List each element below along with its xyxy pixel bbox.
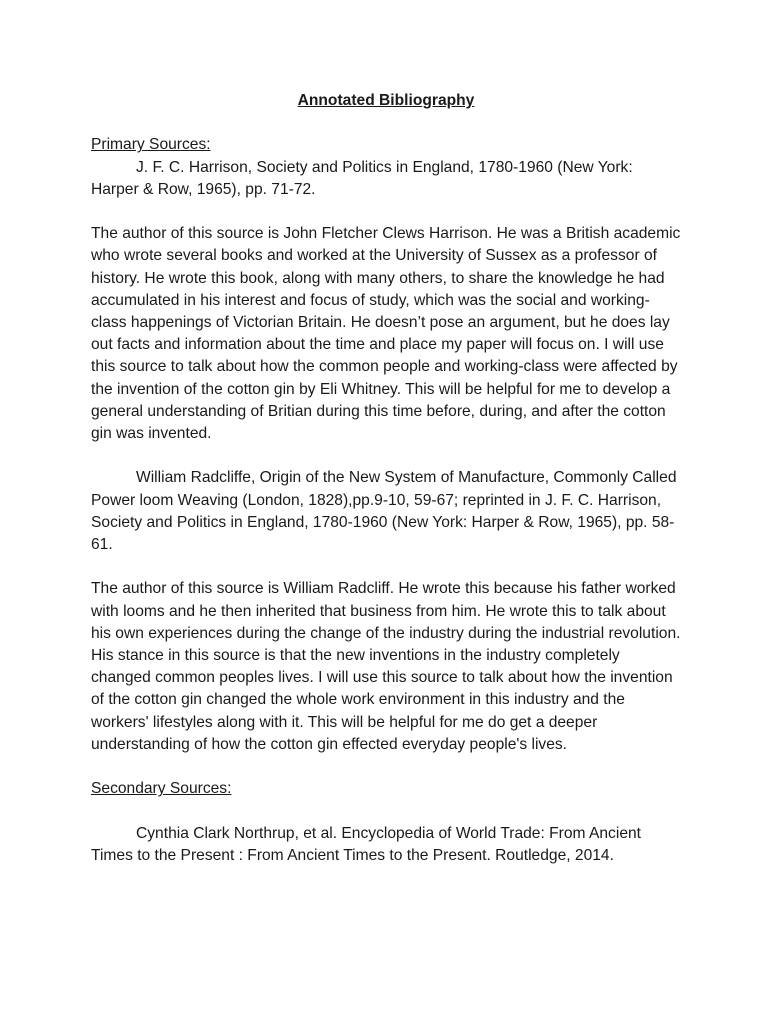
annotation-harrison: The author of this source is John Fletcher Clews Harrison. He was a British academic who wrote several books and worked at the University of Sussex as a professor of history. He wrote this book, along with many others, to share the knowledge he had accumulated in his interest and focus of study, which was the social and working-class happenings of Victorian Britain. He doesn’t pose an argument, but he does lay out facts and information about the time and place my paper will focus on. I will use this source to talk about how the common people and working-class were affected by the invention of the cotton gin by Eli Whitney. This will be helpful for me to develop a general understanding of Britian during this time before, during, and after the cotton gin was invented. <box>91 225 681 443</box>
document-title: Annotated Bibliography <box>297 92 475 109</box>
spacer <box>91 201 681 223</box>
citation-northrup: Cynthia Clark Northrup, et al. Encyclopedia of World Trade: From Ancient Times to the Present : From Ancient Times to the Present. Routledge, 2014. <box>91 824 641 864</box>
citation-radcliffe: William Radcliffe, Origin of the New System of Manufacture, Commonly Called Power loom Weaving (London, 1828),pp.9-10, 59-67; reprinted in J. F. C. Harrison, Society and Politics in England, 1780-1960 (New York: Harper & Row, 1965), pp. 58-61. <box>91 469 677 554</box>
document-page <box>91 90 681 867</box>
citation-harrison: J. F. C. Harrison, Society and Politics in England, 1780-1960 (New York: Harper & Row, 1965), pp. 71-72. <box>91 158 633 198</box>
spacer <box>91 445 681 467</box>
spacer <box>91 800 681 822</box>
spacer <box>91 556 681 578</box>
secondary-sources-heading: Secondary Sources: <box>91 780 232 798</box>
annotation-radcliffe: The author of this source is William Radcliff. He wrote this because his father worked with looms and he then inherited that business from him. He wrote this to talk about his own experiences during the change of the industry during the industrial revolution. His stance in this source is that the new inventions in the industry completely changed common peoples lives. I will use this source to talk about how the invention of the cotton gin changed the whole work environment in this industry and the workers' lifestyles along with it. This will be helpful for me do get a deeper understanding of how the cotton gin effected everyday people's lives. <box>91 580 681 753</box>
spacer <box>91 756 681 778</box>
primary-sources-heading: Primary Sources: <box>91 136 211 154</box>
